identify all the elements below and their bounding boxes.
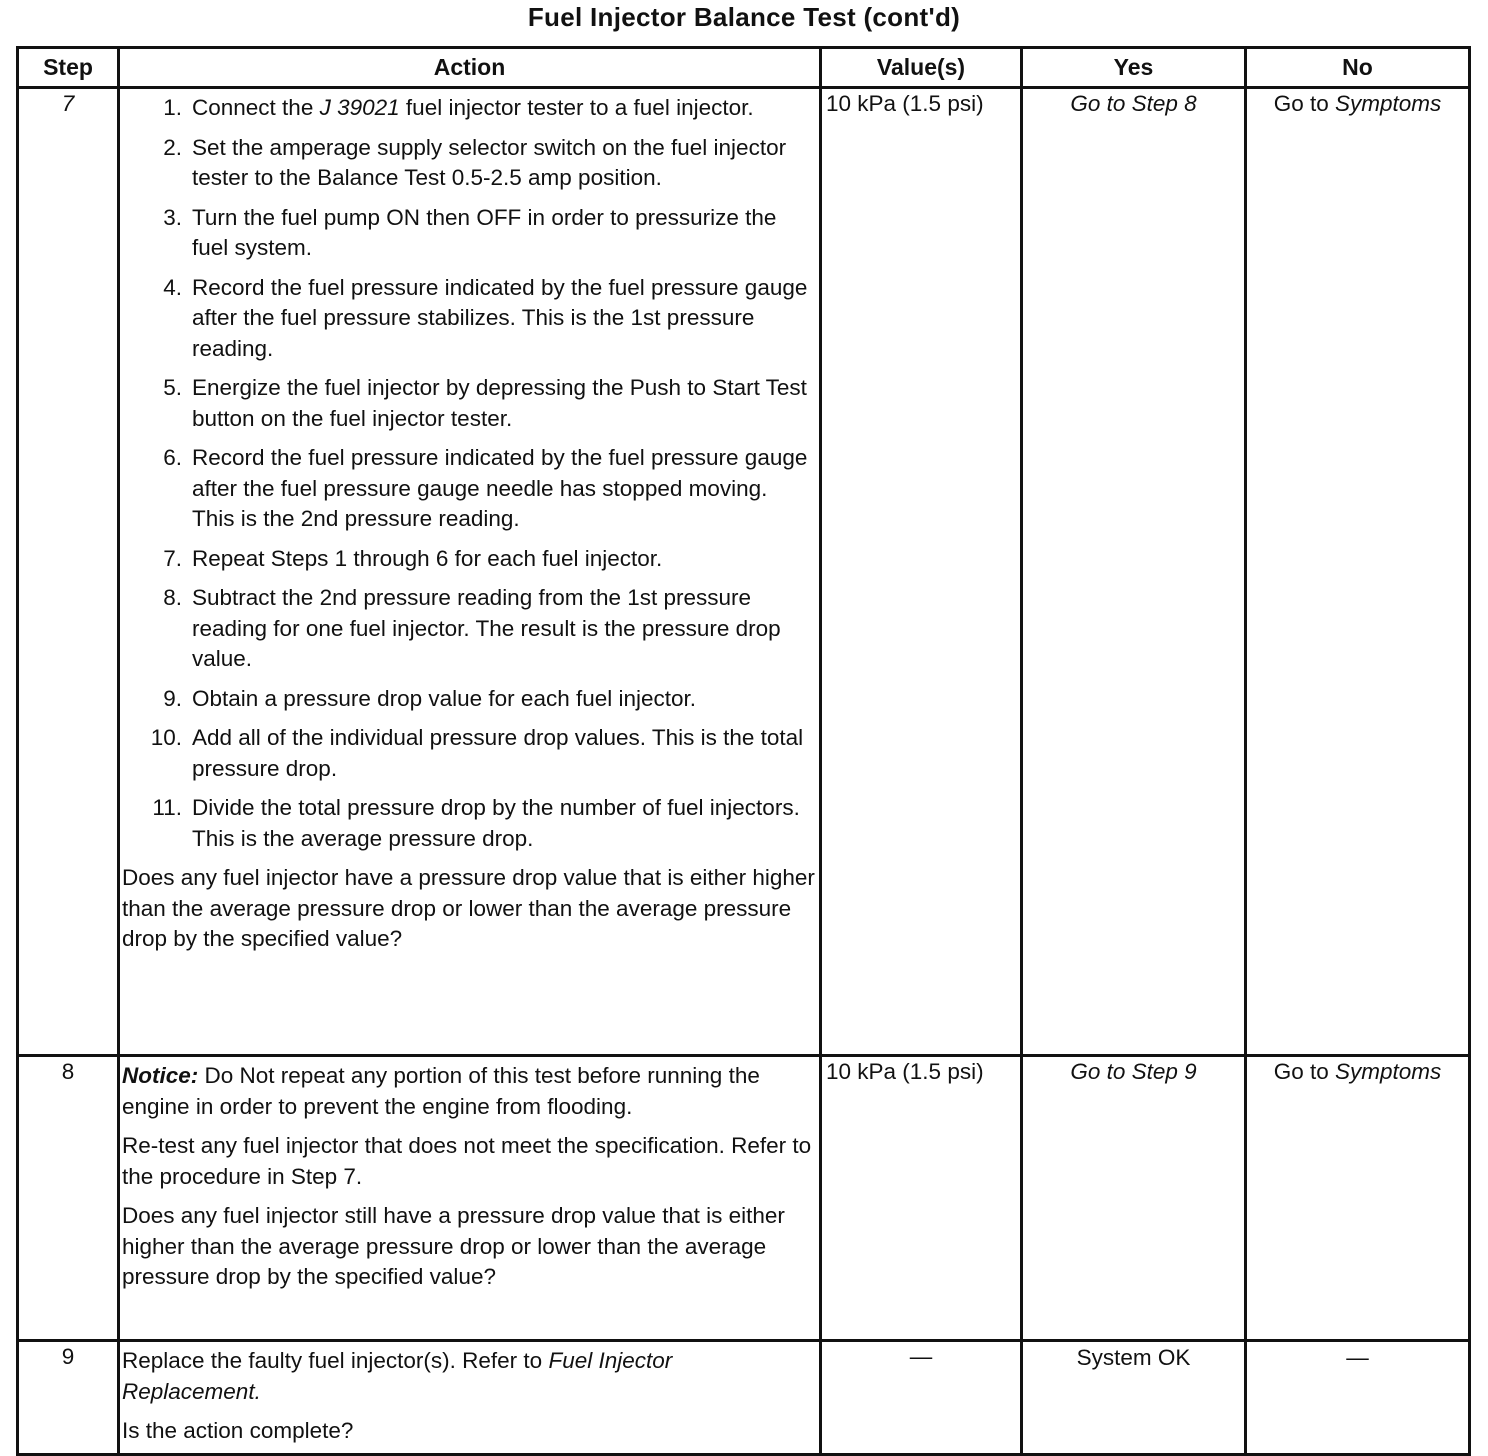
step-number: 9 [18, 1341, 119, 1455]
step-number: 7 [18, 88, 119, 1056]
action-cell [119, 1056, 821, 1341]
value-cell: — [821, 1341, 1022, 1455]
action-cell [119, 88, 821, 1056]
procedure-list [122, 93, 815, 854]
header-values: Value(s) [821, 48, 1022, 88]
yes-cell [1022, 88, 1246, 1056]
value-cell: 10 kPa (1.5 psi) [821, 1056, 1022, 1341]
yes-cell: System OK [1022, 1341, 1246, 1455]
symptoms-link[interactable]: Symptoms [1335, 1059, 1442, 1084]
notice-text: Notice: Do Not repeat any portion of this test before running the engine in order to prevent the engine from flooding. [122, 1063, 760, 1119]
header-no: No [1246, 48, 1470, 88]
yes-cell [1022, 1056, 1246, 1341]
list-item: 5. Energize the fuel injector by depressing the Push to Start Test button on the fuel injector tester. [163, 375, 807, 431]
list-item: 6. Record the fuel pressure indicated by the fuel pressure gauge after the fuel pressure gauge needle has stopped moving. This is the 2nd pressure reading. [163, 445, 808, 531]
table-row-step-7 [18, 88, 1470, 1056]
list-item: 10. Add all of the individual pressure drop values. This is the total pressure drop. [150, 725, 804, 781]
page-title: Fuel Injector Balance Test (cont'd) [527, 2, 961, 32]
question-text: Is the action complete? [122, 1418, 354, 1443]
header-yes: Yes [1022, 48, 1246, 88]
notice-label: Notice: [122, 1063, 199, 1088]
header-row [18, 48, 1470, 88]
list-item: 4. Record the fuel pressure indicated by the fuel pressure gauge after the fuel pressure stabilizes. This is the 1st pressure reading. [163, 274, 808, 361]
list-item: 9. Obtain a pressure drop value for each fuel injector. [163, 685, 697, 711]
tool-number: J 39021 [319, 95, 400, 120]
replacement-link[interactable]: Fuel Injector Replacement. [122, 1348, 673, 1404]
no-cell: Go to Symptoms [1246, 1056, 1470, 1341]
question-text: Does any fuel injector have a pressure drop value that is either higher than the average pressure drop or lower than the average pressure drop by the specified value? [122, 865, 815, 951]
list-item: 3. Turn the fuel pump ON then OFF in order to pressurize the fuel system. [163, 204, 777, 260]
table-row-step-9 [18, 1341, 1470, 1455]
retest-text: Re-test any fuel injector that does not meet the specification. Refer to the procedure in Step 7. [122, 1133, 812, 1189]
value-cell: 10 kPa (1.5 psi) [821, 88, 1022, 1056]
table-row-step-8 [18, 1056, 1470, 1341]
header-step: Step [18, 48, 119, 88]
no-cell: — [1246, 1341, 1470, 1455]
go-to-step-link[interactable]: Go to Step 8 [1070, 91, 1197, 116]
step-number: 8 [18, 1056, 119, 1341]
list-item: 7. Repeat Steps 1 through 6 for each fuel injector. [163, 545, 663, 571]
question-text: Does any fuel injector still have a pressure drop value that is either higher than the average pressure drop or lower than the average pressure drop by the specified value? [122, 1203, 785, 1289]
no-cell: Go to Symptoms [1246, 88, 1470, 1056]
diagnostic-table [16, 46, 1471, 1456]
list-item: 1. Connect the J 39021 fuel injector tester to a fuel injector. [163, 95, 754, 120]
list-item: 8. Subtract the 2nd pressure reading from the 1st pressure reading for one fuel injector. The result is the pressure drop value. [163, 585, 781, 671]
replace-text: Replace the faulty fuel injector(s). Refer to Fuel Injector Replacement. [122, 1348, 673, 1404]
header-action: Action [119, 48, 821, 88]
list-item: 11. Divide the total pressure drop by the number of fuel injectors. This is the average pressure drop. [152, 795, 800, 851]
list-item: 2. Set the amperage supply selector switch on the fuel injector tester to the Balance Test 0.5-2.5 amp position. [163, 134, 787, 190]
action-cell [119, 1341, 821, 1455]
symptoms-link[interactable]: Symptoms [1335, 91, 1442, 116]
go-to-step-link[interactable]: Go to Step 9 [1070, 1059, 1197, 1084]
